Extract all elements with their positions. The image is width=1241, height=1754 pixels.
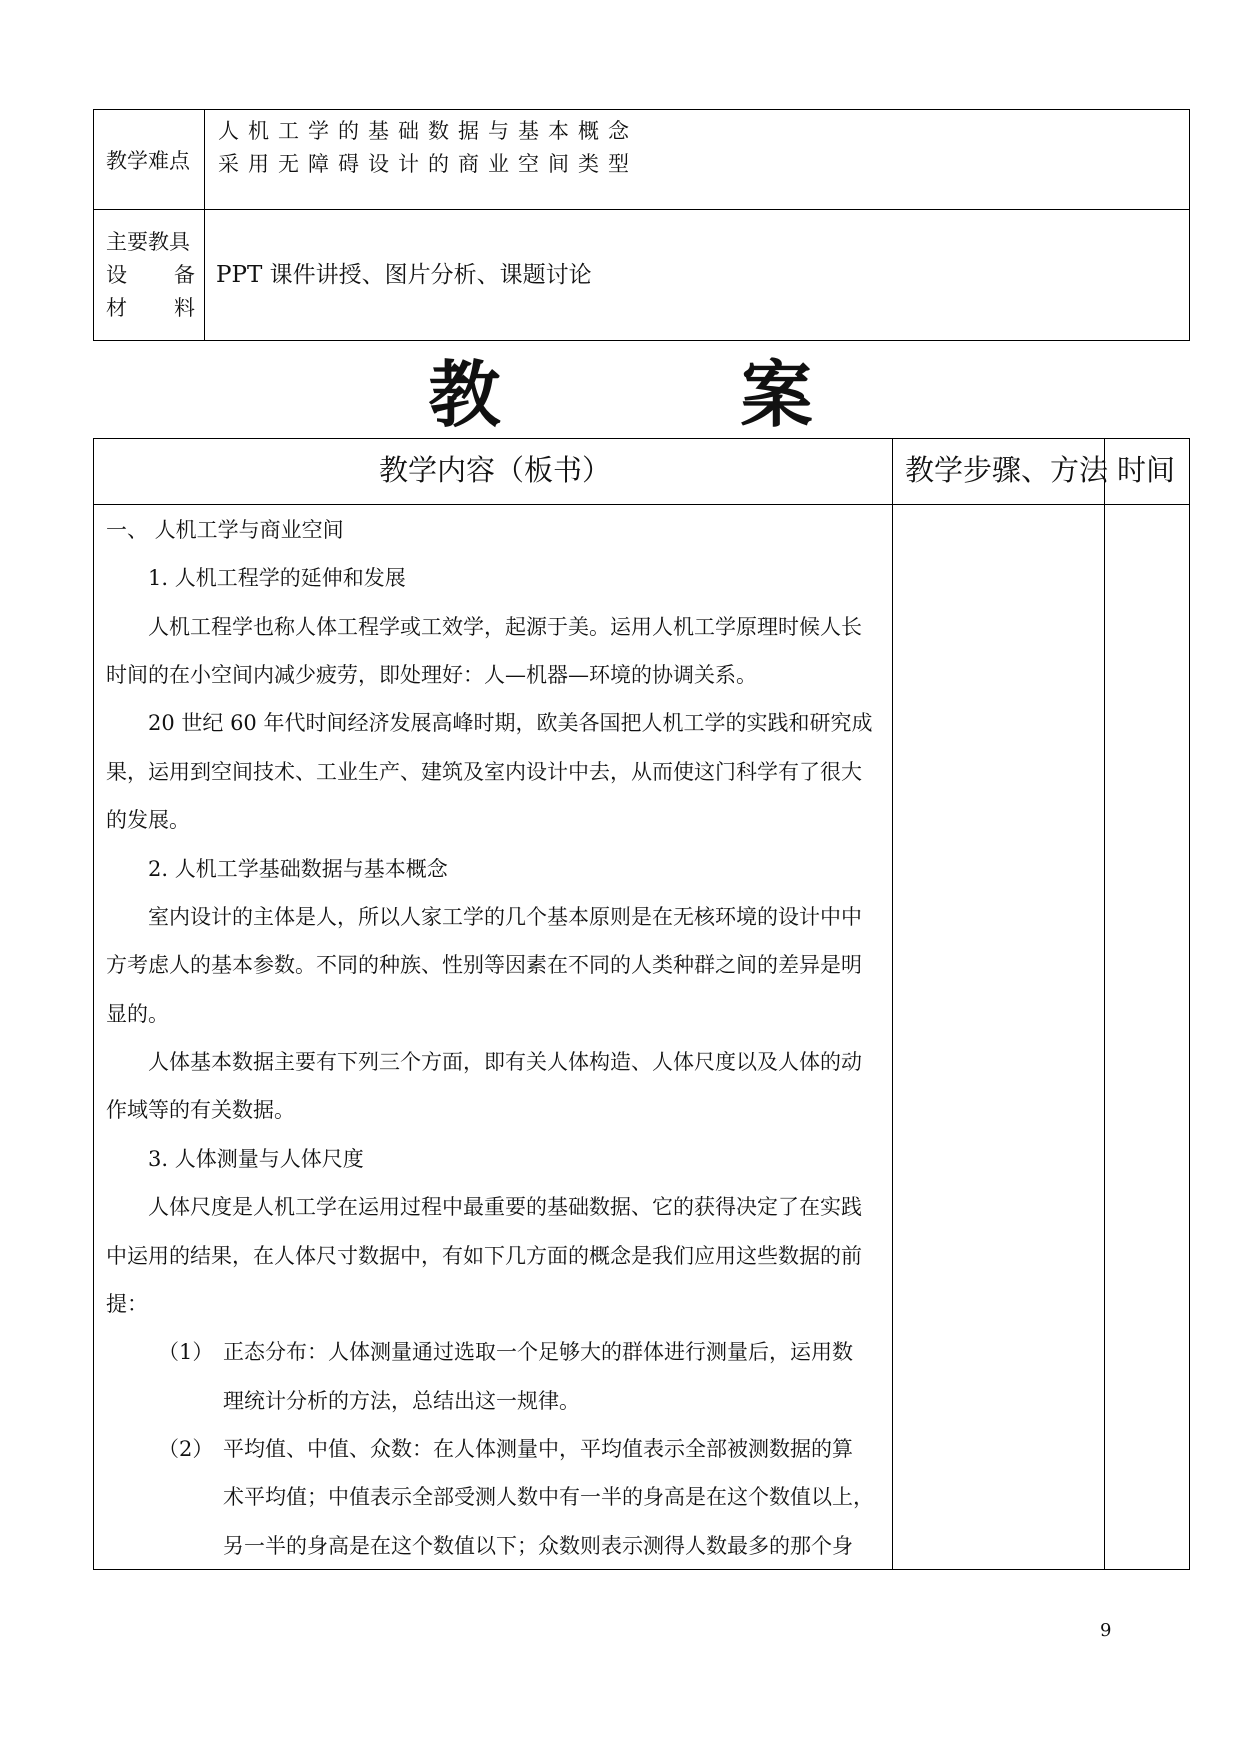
paragraph-line: 人体基本数据主要有下列三个方面，即有关人体构造、人体尺度以及人体的动 <box>148 1050 862 1074</box>
column-divider <box>204 110 205 340</box>
column-divider-2 <box>1104 439 1105 1569</box>
equipment-label-line-2a: 设 <box>106 263 127 287</box>
paragraph-line: 果，运用到空间技术、工业生产、建筑及室内设计中去，从而使这门科学有了很大 <box>106 760 862 784</box>
document-title <box>0 352 1241 438</box>
subsection-heading-1: 1. 人机工程学的延伸和发展 <box>148 566 406 590</box>
paragraph-line: 显的。 <box>106 1002 169 1026</box>
subsection-heading-2: 2. 人机工学基础数据与基本概念 <box>148 857 448 881</box>
header-divider <box>94 504 1189 505</box>
equipment-label-line-3b: 料 <box>174 296 195 320</box>
row-divider <box>94 209 1189 210</box>
equipment-label-line-1: 主要教具 <box>106 230 190 254</box>
difficulty-label: 教学难点 <box>106 149 190 173</box>
paragraph-line: 的发展。 <box>106 808 190 832</box>
list-marker-1: （1） <box>158 1340 214 1364</box>
paragraph-line: 人机工程学也称人体工程学或工效学，起源于美。运用人机工学原理时候人长 <box>148 615 862 639</box>
paragraph-line: 作域等的有关数据。 <box>106 1098 295 1122</box>
paragraph-line: 人体尺度是人机工学在运用过程中最重要的基础数据、它的获得决定了在实践 <box>148 1195 862 1219</box>
header-method: 教学步骤、方法 <box>905 453 1109 487</box>
equipment-label-line-3a: 材 <box>106 296 127 320</box>
list-item-line: 正态分布：人体测量通过选取一个足够大的群体进行测量后，运用数 <box>223 1340 853 1364</box>
difficulty-line-1: 人机工学的基础数据与基本概念 <box>218 119 638 143</box>
page-number: 9 <box>1100 1620 1112 1641</box>
header-time: 时间 <box>1117 453 1176 487</box>
list-item-line: 另一半的身高是在这个数值以下；众数则表示测得人数最多的那个身 <box>223 1534 853 1558</box>
subsection-heading-3: 3. 人体测量与人体尺度 <box>148 1147 364 1171</box>
section-heading: 一、 人机工学与商业空间 <box>106 518 344 542</box>
paragraph-line: 方考虑人的基本参数。不同的种族、性别等因素在不同的人类种群之间的差异是明 <box>106 953 862 977</box>
paragraph-line: 室内设计的主体是人，所以人家工学的几个基本原则是在无核环境的设计中中 <box>148 905 862 929</box>
paragraph-line: 中运用的结果，在人体尺寸数据中，有如下几方面的概念是我们应用这些数据的前 <box>106 1244 862 1268</box>
difficulty-line-2: 采用无障碍设计的商业空间类型 <box>218 152 638 176</box>
equipment-label-line-2b: 备 <box>174 263 195 287</box>
column-divider-1 <box>892 439 893 1569</box>
equipment-value: PPT 课件讲授、图片分析、课题讨论 <box>216 262 592 288</box>
list-marker-2: （2） <box>158 1437 214 1461</box>
list-item-line: 平均值、中值、众数：在人体测量中，平均值表示全部被测数据的算 <box>223 1437 853 1461</box>
paragraph-line: 提： <box>106 1292 148 1316</box>
title-char-2: 案 <box>740 352 813 437</box>
paragraph-line: 时间的在小空间内减少疲劳，即处理好：人—机器—环境的协调关系。 <box>106 663 757 687</box>
list-item-line: 理统计分析的方法，总结出这一规律。 <box>223 1389 580 1413</box>
paragraph-line: 20 世纪 60 年代时间经济发展高峰时期，欧美各国把人机工学的实践和研究成 <box>148 711 873 735</box>
header-content: 教学内容（板书） <box>379 453 612 487</box>
info-table <box>93 109 1190 341</box>
list-item-line: 术平均值；中值表示全部受测人数中有一半的身高是在这个数值以上， <box>223 1485 874 1509</box>
title-char-1: 教 <box>428 352 501 437</box>
